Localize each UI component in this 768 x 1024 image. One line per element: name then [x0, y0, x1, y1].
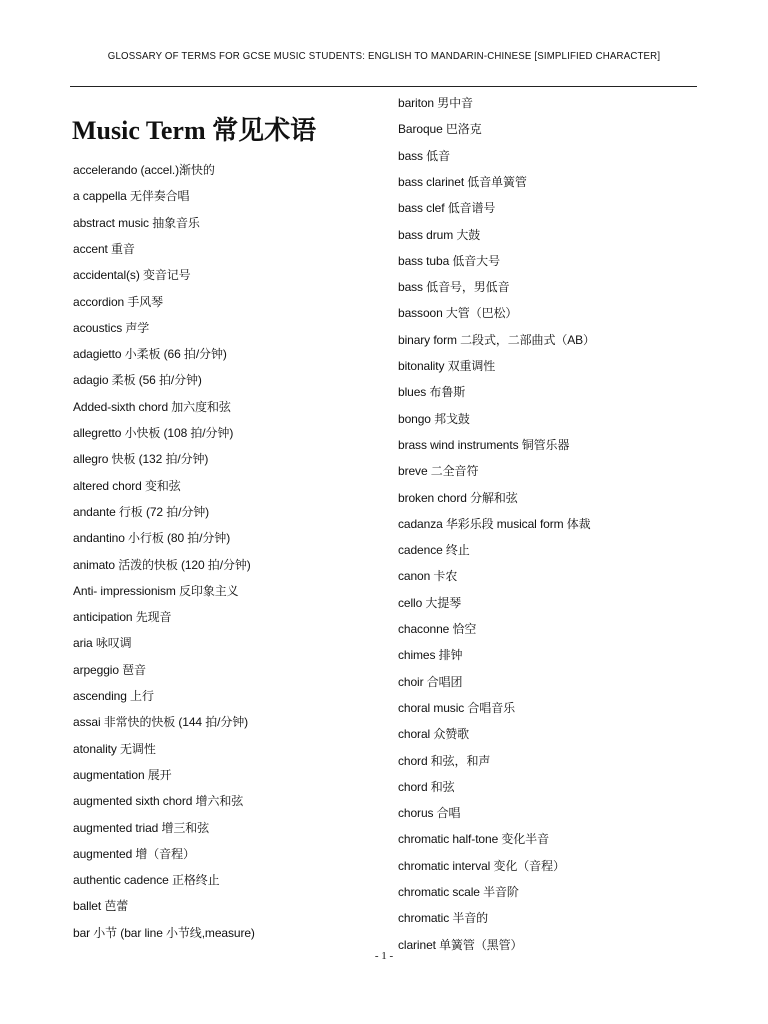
- glossary-entry: augmented 增（音程）: [73, 846, 195, 861]
- glossary-entry: bass clarinet 低音单簧管: [398, 174, 527, 189]
- glossary-entry: choir 合唱团: [398, 674, 463, 689]
- glossary-entry: chord 和弦: [398, 779, 455, 794]
- glossary-entry: bass 低音: [398, 148, 450, 163]
- glossary-entry: accidental(s) 变音记号: [73, 268, 191, 283]
- glossary-entry: Baroque 巴洛克: [398, 122, 482, 137]
- glossary-entry: accordion 手风琴: [73, 294, 164, 309]
- glossary-entry: acoustics 声学: [73, 320, 150, 335]
- glossary-entry: adagietto 小柔板 (66 拍/分钟): [73, 347, 227, 362]
- glossary-entry: bass tuba 低音大号: [398, 253, 500, 268]
- glossary-entry: andantino 小行板 (80 拍/分钟): [73, 531, 231, 546]
- glossary-entry: broken chord 分解和弦: [398, 490, 518, 505]
- glossary-entry: choral 众赞歌: [398, 727, 470, 742]
- glossary-entry: chaconne 恰空: [398, 622, 477, 636]
- glossary-entry: bassoon 大管（巴松）: [398, 306, 518, 321]
- glossary-entry: animato 活泼的快板 (120 拍/分钟): [73, 557, 251, 572]
- glossary-entry: accelerando (accel.)渐快的: [73, 163, 215, 177]
- running-header: GLOSSARY OF TERMS FOR GCSE MUSIC STUDENTS: ENGLISH TO MANDARIN-CHINESE [SIMPLIFIED CHARACTER]: [107, 50, 661, 62]
- glossary-entry: atonality 无调性: [73, 741, 156, 756]
- glossary-entry: allegro 快板 (132 拍/分钟): [73, 452, 209, 467]
- glossary-entry: bongo 邦戈鼓: [398, 411, 470, 426]
- glossary-entry: chromatic scale 半音阶: [398, 885, 519, 899]
- glossary-entry: altered chord 变和弦: [73, 478, 181, 493]
- glossary-entry: bitonality 双重调性: [398, 359, 496, 373]
- glossary-entry: cadence 终止: [398, 543, 470, 558]
- glossary-entry: brass wind instruments 铜管乐器: [398, 437, 570, 452]
- glossary-entry: anticipation 先现音: [73, 610, 172, 625]
- glossary-entry: clarinet 单簧管（黑管）: [398, 937, 523, 952]
- glossary-entry: andante 行板 (72 拍/分钟): [73, 504, 210, 519]
- glossary-entry: augmented sixth chord 增六和弦: [73, 794, 244, 809]
- glossary-entry: Added-sixth chord 加六度和弦: [73, 399, 231, 414]
- glossary-entry: ascending 上行: [73, 689, 154, 703]
- glossary-entry: aria 咏叹调: [73, 636, 132, 651]
- glossary-entry: breve 二全音符: [398, 464, 479, 479]
- glossary-entry: chromatic interval 变化（音程）: [398, 858, 565, 873]
- page-number: - 1 -: [374, 950, 394, 962]
- glossary-entry: allegretto 小快板 (108 拍/分钟): [73, 426, 234, 440]
- glossary-entry: chord 和弦，和声: [398, 753, 491, 768]
- glossary-entry: bass 低音号，男低音: [398, 280, 510, 295]
- glossary-entry: ballet 芭蕾: [73, 899, 129, 914]
- glossary-entry: Anti- impressionism 反印象主义: [73, 583, 239, 598]
- glossary-entry: canon 卡农: [398, 569, 458, 584]
- glossary-entry: chorus 合唱: [398, 806, 461, 821]
- glossary-entry: a cappella 无伴奏合唱: [73, 189, 190, 204]
- glossary-entry: bariton 男中音: [398, 96, 473, 110]
- glossary-entry: assai 非常快的快板 (144 拍/分钟): [73, 715, 249, 730]
- glossary-entry: adagio 柔板 (56 拍/分钟): [73, 373, 202, 388]
- glossary-entry: binary form 二段式，二部曲式（AB）: [398, 332, 595, 347]
- glossary-entry: chimes 排钟: [398, 648, 463, 663]
- glossary-entry: blues 布鲁斯: [398, 385, 466, 400]
- glossary-entry: bar 小节 (bar line 小节线,measure): [73, 925, 255, 940]
- glossary-entry: augmented triad 增三和弦: [73, 820, 210, 835]
- header-rule: [70, 86, 697, 87]
- glossary-entry: bass drum 大鼓: [398, 227, 481, 242]
- glossary-entry: augmentation 展开: [73, 767, 172, 782]
- glossary-entry: chromatic 半音的: [398, 911, 489, 926]
- glossary-entry: chromatic half-tone 变化半音: [398, 832, 549, 847]
- glossary-entry: accent 重音: [73, 241, 135, 256]
- glossary-entry: arpeggio 琶音: [73, 662, 146, 677]
- glossary-entry: choral music 合唱音乐: [398, 700, 515, 715]
- glossary-entry: bass clef 低音谱号: [398, 201, 496, 216]
- glossary-entry: abstract music 抽象音乐: [73, 215, 200, 230]
- glossary-entry: cello 大提琴: [398, 595, 462, 610]
- glossary-entry: cadanza 华彩乐段 musical form 体裁: [398, 516, 591, 531]
- page-title: Music Term 常见术语: [72, 116, 317, 145]
- glossary-entry: authentic cadence 正格终止: [73, 873, 220, 888]
